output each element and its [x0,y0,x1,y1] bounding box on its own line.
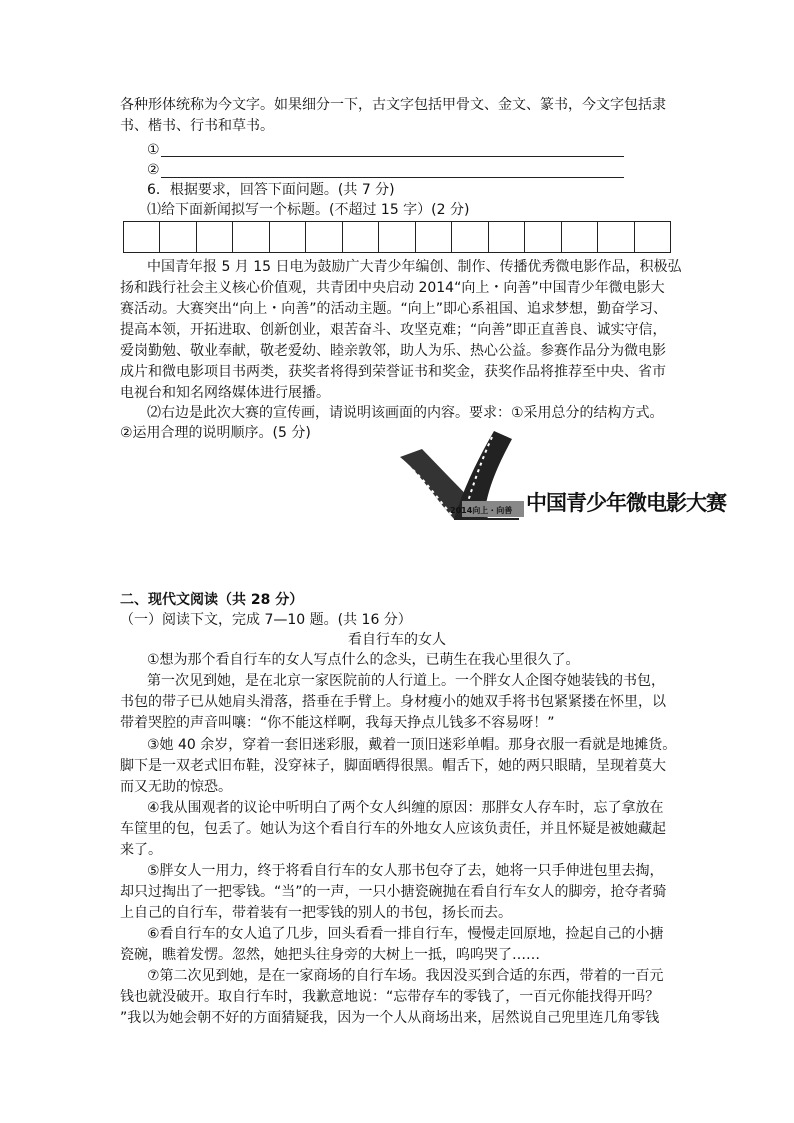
section-heading: 二、现代文阅读（共 28 分） [120,592,304,608]
answer-blank-1[interactable] [161,156,624,157]
news-line: 成片和微电影项目书两类，获奖者将得到荣誉证书和奖金，获奖作品将推荐至中央、省市 [120,364,666,380]
grid-cell[interactable] [598,222,634,252]
grid-cell[interactable] [160,222,196,252]
news-line: 中国青年报 5 月 15 日电为鼓励广大青少年编创、制作、传播优秀微电影作品，积极弘 [147,259,682,275]
intro-line: 书、楷书、行书和草书。 [120,118,274,134]
article-line: ④我从围观者的议论中听明白了两个女人纠缠的原因：那胖女人存车时，忘了拿放在 [147,800,664,816]
grid-cell[interactable] [452,222,488,252]
grid-cell[interactable] [270,222,306,252]
poster-title: 中国青少年微电影大赛 [526,491,726,515]
question-6-sub2-cont: ②运用合理的说明顺序。(5 分) [120,425,311,441]
question-6-sub1: ⑴给下面新闻拟写一个标题。(不超过 15 字）(2 分) [147,202,470,218]
news-line: 赛活动。大赛突出“向上・向善”的活动主题。“向上”即心系祖国、追求梦想，勤奋学习、 [120,301,668,317]
answer-blank-2[interactable] [161,177,624,178]
grid-cell[interactable] [306,222,342,252]
article-line: 而又无助的惊恐。 [120,779,232,795]
article-line: 瓷碗，瞧着发愣。忽然，她把头往身旁的大树上一抵，呜呜哭了…… [120,947,540,963]
intro-line: 各种形体统称为今文字。如果细分一下，古文字包括甲骨文、金文、篆书，今文字包括隶 [120,97,666,113]
question-6-sub2: ⑵右边是此次大赛的宣传画，请说明该画面的内容。要求：①采用总分的结构方式。 [147,405,664,421]
article-line: 车筐里的包，包丢了。她认为这个看自行车的外地女人应该负责任，并且怀疑是被她藏起 [120,821,666,837]
article-line: 钱也就没破开。取自行车时，我歉意地说：“忘带存车的零钱了，一百元你能找得开吗？ [120,989,660,1005]
article-line: ⑤胖女人一用力，终于将看自行车的女人那书包夺了去，她将一只手伸进包里去掏， [147,863,664,879]
grid-cell[interactable] [379,222,415,252]
blank-marker-2: ② [147,162,160,178]
article-line: 上自己的自行车，带着装有一把零钱的别人的书包，扬长而去。 [120,905,512,921]
article-title: 看自行车的女人 [348,632,446,648]
news-line: 提高本领，开拓进取、创新创业，艰苦奋斗、攻坚克难；“向善”即正直善良、诚实守信， [120,322,667,338]
article-line: 却只过掏出了一把零钱。“当”的一声，一只小搪瓷碗抛在看自行车女人的脚旁，抢夺者骑 [120,884,667,900]
article-line: 第一次见到她，是在北京一家医院前的人行道上。一个胖女人企图夺她装钱的书包， [147,673,665,689]
grid-cell[interactable] [233,222,269,252]
title-answer-grid[interactable] [123,221,671,253]
section-subheading: （一）阅读下文，完成 7—10 题。(共 16 分） [120,612,412,628]
grid-cell[interactable] [416,222,452,252]
article-line: ⑦第二次见到她，是在一家商场的自行车场。我因没买到合适的东西，带着的一百元 [147,968,664,984]
grid-cell[interactable] [489,222,525,252]
question-6-heading: 6．根据要求，回答下面问题。(共 7 分) [147,182,395,198]
grid-cell[interactable] [635,222,670,252]
grid-cell[interactable] [525,222,561,252]
grid-cell[interactable] [197,222,233,252]
news-line: 电视台和知名网络媒体进行展播。 [120,385,330,401]
article-line: ③她 40 余岁，穿着一套旧迷彩服，戴着一顶旧迷彩单帽。那身衣服一看就是地摊货。 [147,737,677,753]
article-line: ⑥看自行车的女人追了几步，回头看看一排自行车，慢慢走回原地，捡起自己的小搪 [147,926,664,942]
grid-cell[interactable] [562,222,598,252]
article-line: 来了。 [120,842,162,858]
poster-tagline: 2014向上・向善 [450,506,513,515]
news-line: 爱岗勤勉、敬业奉献，敬老爱幼、睦亲敦邻，助人为乐、热心公益。参赛作品分为微电影 [120,343,666,359]
article-line: 书包的带子已从她肩头滑落，搭垂在手臂上。身材瘦小的她双手将书包紧紧搂在怀里，以 [120,694,666,710]
article-line: ①想为那个看自行车的女人写点什么的念头，已萌生在我心里很久了。 [147,652,580,668]
article-line: 带着哭腔的声音叫嚷：“你不能这样啊，我每天挣点儿钱多不容易呀！” [120,715,555,731]
article-line: ”我以为她会朝不好的方面猜疑我，因为一个人从商场出来，居然说自己兜里连几角零钱 [120,1010,660,1026]
article-line: 脚下是一双老式旧布鞋，没穿袜子，脚面晒得很黑。帽舌下，她的两只眼睛，呈现着莫大 [120,758,666,774]
news-line: 扬和践行社会主义核心价值观，共青团中央启动 2014“向上・向善”中国青少年微电影大 [120,280,665,296]
grid-cell[interactable] [124,222,160,252]
grid-cell[interactable] [343,222,379,252]
blank-marker-1: ① [147,142,160,158]
